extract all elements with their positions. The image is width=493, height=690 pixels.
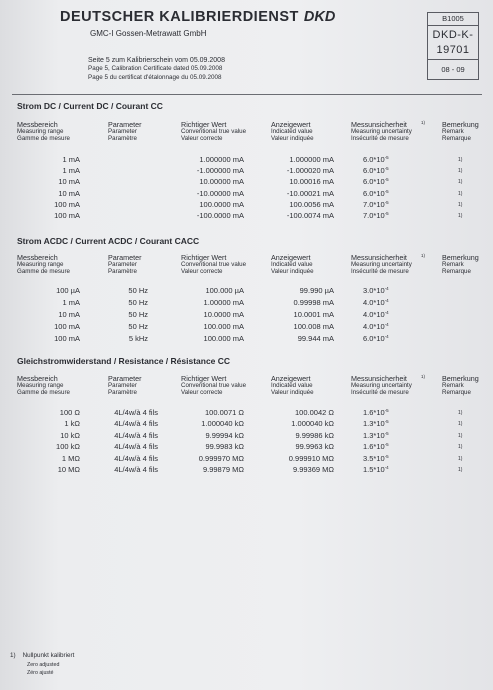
cell-true-value: 100.000 mA — [203, 322, 244, 331]
header-true-value-line: Conventional true value — [181, 261, 247, 269]
header-uncertainty-line: Insécurité de mesure — [351, 389, 409, 397]
cell-uncertainty — [363, 442, 433, 452]
cell-remark: 1) — [458, 421, 463, 428]
header-remark-line: Bemerkung — [442, 120, 479, 129]
cell-uncertainty — [363, 419, 433, 429]
header-indicated-line: Valeur indiquée — [271, 389, 314, 397]
cert-code: B1005 — [428, 13, 478, 26]
header-true-value-line: Valeur correcte — [181, 268, 223, 276]
header-range-line: Gamme de mesure — [17, 135, 70, 143]
cell-uncertainty — [363, 431, 433, 441]
header-indicated-line: Indicated value — [271, 261, 313, 269]
cell-parameter: 4L/4w/à 4 fils — [114, 442, 158, 452]
cell-indicated-value: 9.99369 MΩ — [292, 465, 334, 474]
uncertainty-exponent: -5 — [384, 155, 389, 160]
uncertainty-exponent: -5 — [384, 177, 389, 183]
cell-uncertainty — [363, 286, 433, 296]
header-parameter-line: Paramètre — [108, 135, 137, 143]
cell-range: 10 mA — [58, 310, 80, 319]
cell-indicated-value: 99.944 mA — [297, 334, 334, 343]
header-range-line: Messbereich — [17, 120, 58, 129]
uncertainty-mantissa: 3.5*10 — [363, 453, 385, 463]
accreditation-box — [427, 12, 479, 80]
header-remark-line: Remarque — [442, 268, 471, 276]
cell-range: 10 MΩ — [57, 465, 80, 474]
cell-true-value: -10.00000 mA — [196, 188, 244, 198]
cell-uncertainty — [363, 454, 433, 464]
cell-range: 10 mA — [58, 188, 80, 198]
cell-indicated-value: 1.000040 kΩ — [291, 419, 334, 429]
cell-remark: 1) — [458, 179, 463, 186]
cell-true-value: 10.0000 mA — [203, 310, 244, 319]
footnote-mark: 1) — [10, 652, 16, 659]
cell-indicated-value: 0.999910 MΩ — [288, 453, 334, 463]
uncertainty-exponent: -5 — [384, 442, 389, 448]
uncertainty-footnote-mark: 1) — [420, 253, 425, 258]
header-range-line: Measuring range — [17, 128, 64, 136]
header-remark-line: Remark — [442, 382, 464, 390]
header-true-value-line: Conventional true value — [181, 128, 247, 136]
cell-remark: 1) — [458, 190, 463, 197]
header-true-value — [181, 254, 246, 276]
header-true-value-line: Conventional true value — [181, 382, 247, 390]
header-range-line: Measuring range — [17, 382, 64, 390]
uncertainty-exponent: -4 — [384, 286, 389, 291]
cell-indicated-value: 1.000000 mA — [289, 155, 334, 164]
cell-indicated-value: 100.008 mA — [293, 322, 334, 331]
header-true-value — [181, 375, 246, 397]
cell-indicated-value: 10.0001 mA — [293, 310, 334, 319]
header-range-line: Gamme de mesure — [17, 268, 70, 276]
uncertainty-mantissa: 6.0*10 — [363, 188, 385, 198]
cell-true-value: 10.00000 mA — [199, 177, 244, 187]
header-true-value — [181, 121, 246, 143]
cell-indicated-value: 0.99998 mA — [293, 298, 334, 307]
cell-parameter: 4L/4w/à 4 fils — [114, 408, 158, 417]
cell-parameter: 4L/4w/à 4 fils — [114, 430, 158, 440]
cell-indicated-value: 10.00016 mA — [289, 177, 334, 187]
section-title: Strom DC / Current DC / Courant CC — [17, 101, 163, 111]
uncertainty-exponent: -4 — [384, 322, 389, 327]
header-uncertainty-line — [351, 254, 425, 261]
cert-year: 08 - 09 — [441, 65, 465, 74]
uncertainty-exponent: -5 — [384, 188, 389, 194]
header-uncertainty-line: Measuring uncertainty — [351, 382, 412, 390]
header-indicated-line: Indicated value — [271, 382, 313, 390]
header-true-value-line: Valeur correcte — [181, 135, 223, 143]
cell-true-value: 100.0071 Ω — [205, 408, 244, 417]
cell-remark: 1) — [458, 201, 463, 208]
uncertainty-exponent: -5 — [384, 199, 389, 205]
header-uncertainty-line — [351, 121, 425, 128]
cell-indicated-value: 100.0042 Ω — [295, 408, 334, 417]
cell-true-value: 1.000040 kΩ — [201, 419, 244, 429]
header-parameter — [108, 254, 142, 276]
header-uncertainty-line: Insécurité de mesure — [351, 268, 409, 276]
cell-range: 10 mA — [58, 177, 80, 187]
uncertainty-mantissa: 6.0*10 — [363, 177, 385, 187]
page-line-fr: Page 5 du certificat d'étalonnage du 05.09.2008 — [88, 73, 222, 81]
cell-remark: 1) — [458, 213, 463, 219]
cell-range: 100 mA — [54, 322, 80, 331]
header-uncertainty-line: Measuring uncertainty — [351, 128, 412, 136]
dkd-number — [428, 26, 478, 60]
uncertainty-exponent: -5 — [384, 430, 389, 436]
cell-range: 10 kΩ — [60, 430, 80, 440]
uncertainty-mantissa: 1.3*10 — [363, 430, 385, 440]
cell-parameter: 50 Hz — [128, 286, 148, 295]
cell-indicated-value: 99.9963 kΩ — [295, 442, 334, 452]
uncertainty-mantissa: 7.0*10 — [363, 199, 385, 209]
cell-indicated-value: 100.0056 mA — [289, 199, 334, 209]
header-parameter-line: Parameter — [108, 253, 142, 262]
header-parameter-line: Paramètre — [108, 389, 137, 397]
header-uncertainty-line: Measuring uncertainty — [351, 261, 412, 269]
header-remark-line: Remarque — [442, 135, 471, 143]
cell-uncertainty — [363, 166, 433, 176]
header-indicated — [271, 121, 314, 143]
uncertainty-mantissa: 6.0*10 — [363, 155, 385, 164]
header-remark — [442, 121, 479, 143]
cell-uncertainty — [363, 211, 433, 221]
header-true-value-line: Richtiger Wert — [181, 374, 227, 383]
header-uncertainty-line — [351, 375, 425, 382]
cell-range: 1 MΩ — [61, 453, 80, 463]
uncertainty-mantissa: 6.0*10 — [363, 334, 385, 343]
header-indicated-line: Anzeigewert — [271, 253, 311, 262]
footnote — [10, 652, 74, 678]
header-indicated — [271, 254, 314, 276]
cell-indicated-value: 9.99986 kΩ — [295, 430, 334, 440]
cell-uncertainty — [363, 408, 433, 418]
cell-uncertainty — [363, 310, 433, 320]
cell-range: 100 mA — [54, 334, 80, 343]
page-line-de: Seite 5 zum Kalibrierschein vom 05.09.2008 — [88, 57, 225, 64]
cell-remark: 1) — [458, 157, 463, 163]
cell-range: 1 mA — [62, 155, 80, 164]
cell-parameter: 4L/4w/à 4 fils — [114, 465, 158, 474]
uncertainty-mantissa: 7.0*10 — [363, 211, 385, 220]
header-uncertainty — [351, 254, 425, 276]
header-parameter-line: Paramètre — [108, 268, 137, 276]
header-uncertainty — [351, 375, 425, 397]
cell-true-value: 9.99879 MΩ — [202, 465, 244, 474]
header-range-line: Gamme de mesure — [17, 389, 70, 397]
uncertainty-footnote-mark: 1) — [420, 374, 425, 379]
header-range-line: Messbereich — [17, 374, 58, 383]
cell-indicated-value: -1.000020 mA — [286, 166, 334, 176]
header-remark-line: Remark — [442, 261, 464, 269]
cell-range: 100 µA — [56, 286, 80, 295]
uncertainty-mantissa: 4.0*10 — [363, 298, 385, 307]
header-remark — [442, 254, 479, 276]
cell-range: 100 Ω — [59, 408, 80, 417]
cell-true-value: 99.9983 kΩ — [205, 442, 244, 452]
uncertainty-exponent: -5 — [384, 419, 389, 425]
cell-range: 100 kΩ — [56, 442, 80, 452]
cell-remark: 1) — [458, 432, 463, 439]
cell-true-value: 1.000000 mA — [199, 155, 244, 164]
uncertainty-mantissa: 1.6*10 — [363, 408, 385, 417]
header-indicated-line: Anzeigewert — [271, 120, 311, 129]
dkd-number-line1: DKD-K- — [432, 29, 474, 41]
title-text: DEUTSCHER KALIBRIERDIENST — [60, 9, 299, 25]
header-remark — [442, 375, 479, 397]
cell-true-value: 0.999970 MΩ — [198, 453, 244, 463]
cell-true-value: 9.99994 kΩ — [205, 430, 244, 440]
header-true-value-line: Valeur correcte — [181, 389, 223, 397]
uncertainty-footnote-mark: 1) — [420, 120, 425, 125]
header-remark-line: Remark — [442, 128, 464, 136]
header-indicated — [271, 375, 314, 397]
cell-uncertainty — [363, 465, 433, 475]
uncertainty-mantissa: 1.3*10 — [363, 419, 385, 429]
header-true-value-line: Richtiger Wert — [181, 120, 227, 129]
cell-true-value: 100.0000 mA — [199, 199, 244, 209]
uncertainty-header-text: Messunsicherheit — [351, 374, 407, 383]
header-remark-line: Remarque — [442, 389, 471, 397]
uncertainty-mantissa: 1.5*10 — [363, 465, 385, 474]
cell-uncertainty — [363, 334, 433, 344]
cell-remark: 1) — [458, 467, 463, 473]
header-remark-line: Bemerkung — [442, 374, 479, 383]
cell-remark: 1) — [458, 168, 463, 175]
footnote-text: Nullpunkt kalibriert — [22, 652, 75, 659]
header-indicated-line: Indicated value — [271, 128, 313, 136]
header-parameter-line: Parameter — [108, 382, 137, 390]
cell-range: 100 mA — [54, 199, 80, 209]
cell-parameter: 50 Hz — [128, 322, 148, 331]
cell-true-value: -1.000000 mA — [196, 166, 244, 176]
uncertainty-exponent: -5 — [384, 211, 389, 216]
header-parameter — [108, 375, 142, 397]
cell-parameter: 4L/4w/à 4 fils — [114, 453, 158, 463]
header-parameter-line: Parameter — [108, 261, 137, 269]
header-range — [17, 254, 70, 276]
cell-indicated-value: 99.990 µA — [299, 286, 334, 295]
cell-parameter: 4L/4w/à 4 fils — [114, 419, 158, 429]
dkd-logo: DKD — [303, 9, 336, 25]
header-remark-line: Bemerkung — [442, 253, 479, 262]
cell-true-value: 100.000 µA — [205, 286, 244, 295]
cell-uncertainty — [363, 200, 433, 210]
cell-indicated-value: -10.00021 mA — [286, 188, 334, 198]
cell-range: 1 kΩ — [64, 419, 80, 429]
uncertainty-exponent: -4 — [384, 334, 389, 339]
uncertainty-mantissa: 6.0*10 — [363, 166, 385, 176]
cell-remark: 1) — [458, 410, 463, 416]
cell-parameter: 5 kHz — [128, 334, 148, 343]
header-indicated-line: Anzeigewert — [271, 374, 311, 383]
header-uncertainty-line: Insécurité de mesure — [351, 135, 409, 143]
uncertainty-header-text: Messunsicherheit — [351, 120, 407, 129]
cell-parameter: 50 Hz — [128, 310, 148, 319]
cell-indicated-value: -100.0074 mA — [286, 211, 334, 220]
uncertainty-exponent: -4 — [384, 465, 389, 470]
header-parameter-line: Parameter — [108, 374, 142, 383]
uncertainty-exponent: -5 — [384, 166, 389, 172]
cell-range: 100 mA — [54, 211, 80, 220]
uncertainty-mantissa: 4.0*10 — [363, 310, 385, 319]
uncertainty-mantissa: 1.6*10 — [363, 442, 385, 452]
header-true-value-line: Richtiger Wert — [181, 253, 227, 262]
cell-uncertainty — [363, 322, 433, 332]
page-line-en: Page 5, Calibration Certificate dated 05.09.2008 — [88, 65, 223, 73]
company-name: GMC-I Gossen-Metrawatt GmbH — [90, 29, 207, 38]
page-reference — [88, 57, 225, 82]
divider — [12, 94, 482, 95]
header-uncertainty — [351, 121, 425, 143]
uncertainty-exponent: -5 — [384, 453, 389, 459]
dkd-number-line2: 19701 — [436, 44, 470, 56]
certificate-title — [60, 9, 335, 25]
section-title: Strom ACDC / Current ACDC / Courant CACC — [17, 236, 200, 246]
header-range-line: Messbereich — [17, 253, 58, 262]
header-parameter-line: Parameter — [108, 120, 142, 129]
cell-uncertainty — [363, 298, 433, 308]
uncertainty-mantissa: 4.0*10 — [363, 322, 385, 331]
header-parameter-line: Parameter — [108, 128, 137, 136]
cell-parameter: 50 Hz — [128, 298, 148, 307]
header-parameter — [108, 121, 142, 143]
cell-uncertainty — [363, 189, 433, 199]
uncertainty-exponent: -5 — [384, 408, 389, 413]
uncertainty-header-text: Messunsicherheit — [351, 253, 407, 262]
footnote-line-fr: Zéro ajusté — [27, 670, 54, 676]
footnote-line-en: Zero adjusted — [27, 661, 60, 668]
header-range — [17, 375, 70, 397]
header-range — [17, 121, 70, 143]
header-indicated-line: Valeur indiquée — [271, 268, 314, 276]
cell-true-value: -100.0000 mA — [196, 211, 244, 220]
cell-uncertainty — [363, 155, 433, 165]
uncertainty-exponent: -4 — [384, 298, 389, 303]
cell-range: 1 mA — [62, 298, 80, 307]
header-indicated-line: Valeur indiquée — [271, 135, 314, 143]
header-range-line: Measuring range — [17, 261, 64, 269]
section-title: Gleichstromwiderstand / Resistance / Résistance CC — [17, 356, 231, 366]
cell-true-value: 100.000 mA — [203, 334, 244, 343]
cell-true-value: 1.00000 mA — [203, 298, 244, 307]
cell-range: 1 mA — [62, 166, 80, 176]
uncertainty-exponent: -4 — [384, 310, 389, 315]
cell-remark: 1) — [458, 444, 463, 451]
cell-remark: 1) — [458, 455, 463, 462]
uncertainty-mantissa: 3.0*10 — [363, 286, 385, 295]
cell-uncertainty — [363, 177, 433, 187]
